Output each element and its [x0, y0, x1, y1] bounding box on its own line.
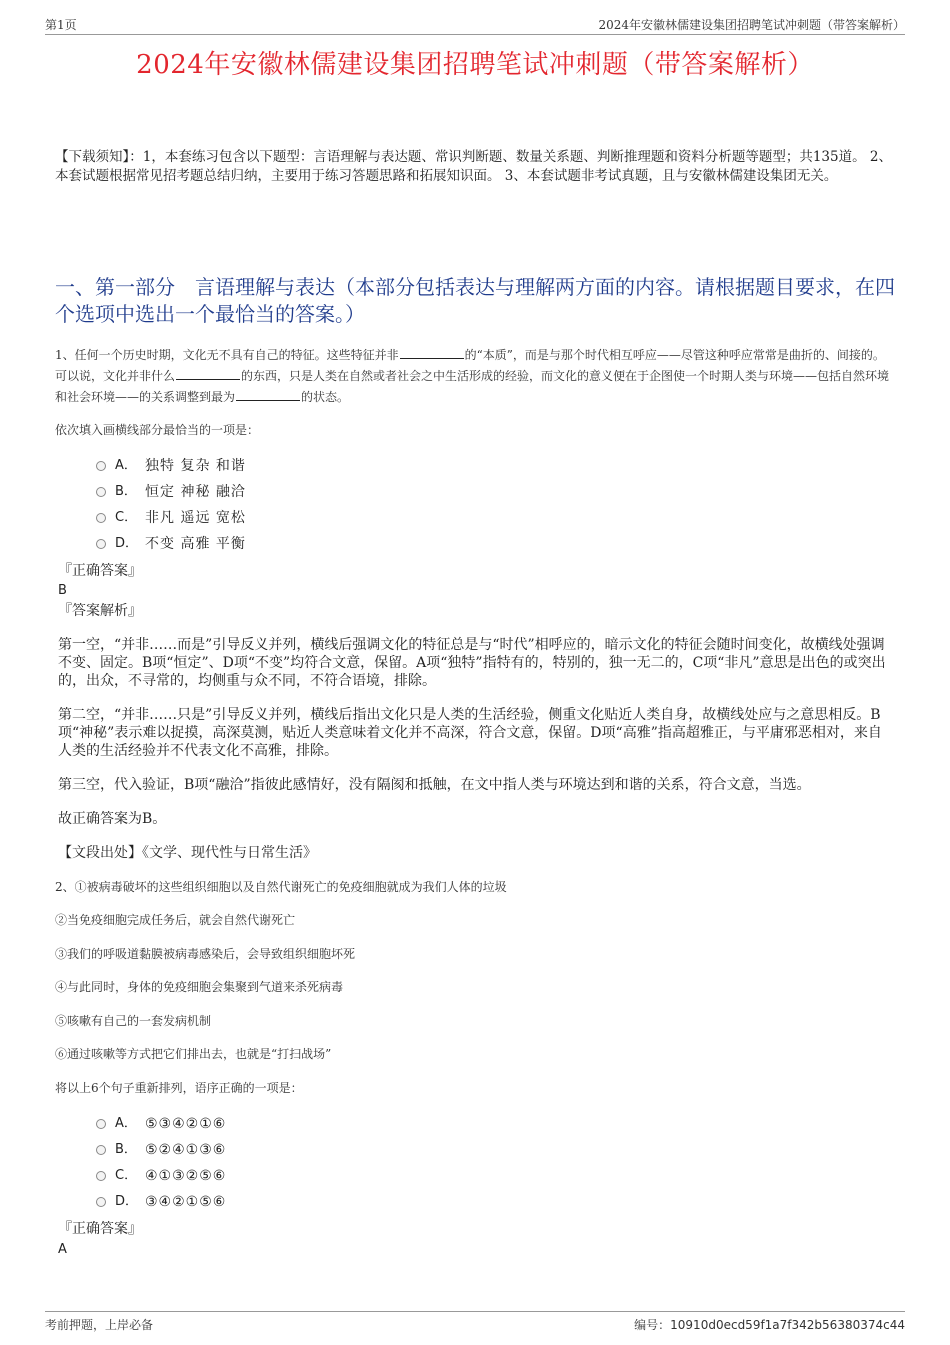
answer-label: 『正确答案』 [58, 563, 142, 579]
question-2-sentence: ②当免疫细胞完成任务后，就会自然代谢死亡 [55, 913, 296, 927]
question-2-sentence: 2、①被病毒破坏的这些组织细胞以及自然代谢死亡的免疫细胞就成为我们人体的垃圾 [55, 880, 507, 894]
option-b[interactable]: B． 恒定 神秘 融洽 [96, 479, 246, 505]
fill-blank [400, 347, 464, 359]
correct-answer: B [58, 583, 67, 598]
fill-blank [236, 389, 300, 401]
radio-button[interactable] [96, 1197, 106, 1207]
section-heading: 一、第一部分 言语理解与表达（本部分包括表达与理解两方面的内容。请根据题目要求，在四个选项中选出一个最恰当的答案。） [55, 275, 895, 326]
analysis-paragraph: 第一空，“并非……而是”引导反义并列，横线后强调文化的特征总是与“时代”相呼应的，暗示文化的特征会随时间变化，故横线处强调不变、固定。B项“恒定”、D项“不变”均符合文意，保留。A项“独特”指特有的，特别的，独一无二的，C项“非凡”意思是出色的或突出的，出众，不寻常的，均侧重与众不同，不符合语境，排除。 [58, 637, 886, 689]
radio-button[interactable] [96, 539, 106, 549]
option-d[interactable]: D． 不变 高雅 平衡 [96, 531, 246, 557]
option-c[interactable]: C． ④①③②⑤⑥ [96, 1163, 226, 1189]
fill-blank [176, 368, 240, 380]
footer-slogan: 考前押题，上岸必备 [45, 1318, 154, 1332]
radio-button[interactable] [96, 1171, 106, 1181]
radio-button[interactable] [96, 1119, 106, 1129]
option-a[interactable]: A． 独特 复杂 和谐 [96, 453, 246, 479]
option-a[interactable]: A． ⑤③④②①⑥ [96, 1111, 226, 1137]
answer-label: 『正确答案』 [58, 1221, 142, 1237]
question-2-sentence: ⑥通过咳嗽等方式把它们排出去，也就是“打扫战场” [55, 1047, 332, 1061]
option-c[interactable]: C． 非凡 遥远 宽松 [96, 505, 246, 531]
document-title: 2024年安徽林儒建设集团招聘笔试冲刺题（带答案解析） [136, 50, 814, 80]
question-1-options [96, 453, 246, 557]
page-footer [45, 1311, 905, 1334]
question-2-sentence: ⑤咳嗽有自己的一套发病机制 [55, 1014, 212, 1028]
question-2-prompt: 将以上6个句子重新排列，语序正确的一项是： [55, 1081, 303, 1095]
correct-answer: A [58, 1242, 67, 1257]
question-1-stem: 1、任何一个历史时期，文化无不具有自己的特征。这些特征并非 的“本质”，而是与那个时代相互呼应——尽管这种呼应常常是曲折的、间接的。可以说，文化并非什么 的东西，只是人类在自然或者社会之中生活形成的经验，而文化的意义便在于企图使一个时期人类与环境——包括自然环境和社会环境——的关系调整到最为 的状态。 [55, 348, 890, 404]
question-2-sentence: ③我们的呼吸道黏膜被病毒感染后，会导致组织细胞坏死 [55, 947, 356, 961]
question-1-prompt: 依次填入画横线部分最恰当的一项是： [55, 423, 260, 437]
radio-button[interactable] [96, 461, 106, 471]
page-number: 第1页 [45, 18, 77, 32]
footer-code: 编号：10910d0ecd59f1a7f342b56380374c44 [634, 1318, 905, 1332]
radio-button[interactable] [96, 1145, 106, 1155]
text-source: 【文段出处】《文学、现代性与日常生活》 [58, 845, 317, 861]
option-b[interactable]: B． ⑤②④①③⑥ [96, 1137, 226, 1163]
option-d[interactable]: D． ③④②①⑤⑥ [96, 1189, 226, 1215]
header-doc-title: 2024年安徽林儒建设集团招聘笔试冲刺题（带答案解析） [598, 18, 905, 32]
question-2-sentence: ④与此同时，身体的免疫细胞会集聚到气道来杀死病毒 [55, 980, 344, 994]
radio-button[interactable] [96, 513, 106, 523]
analysis-conclusion: 故正确答案为B。 [58, 811, 167, 827]
question-2-options [96, 1111, 226, 1215]
radio-button[interactable] [96, 487, 106, 497]
page-header [45, 14, 905, 35]
download-notice: 【下载须知】：1，本套练习包含以下题型：言语理解与表达题、常识判断题、数量关系题、判断推理题和资料分析题等题型；共135道。 2、本套试题根据常见招考题总结归纳，主要用于练习答题思路和拓展知识面。 3、本套试题非考试真题，且与安徽林儒建设集团无关。 [55, 149, 892, 184]
analysis-label: 『答案解析』 [58, 603, 142, 619]
analysis-paragraph: 第二空，“并非……只是”引导反义并列，横线后指出文化只是人类的生活经验，侧重文化贴近人类自身，故横线处应与之意思相反。B项“神秘”表示难以捉摸，高深莫测，贴近人类意味着文化并不高深，符合文意，保留。D项“高雅”指高超雅正，与平庸邪恶相对，来自人类的生活经验并不代表文化不高雅，排除。 [58, 707, 882, 759]
analysis-paragraph: 第三空，代入验证，B项“融洽”指彼此感情好，没有隔阂和抵触，在文中指人类与环境达到和谐的关系，符合文意，当选。 [58, 777, 811, 793]
